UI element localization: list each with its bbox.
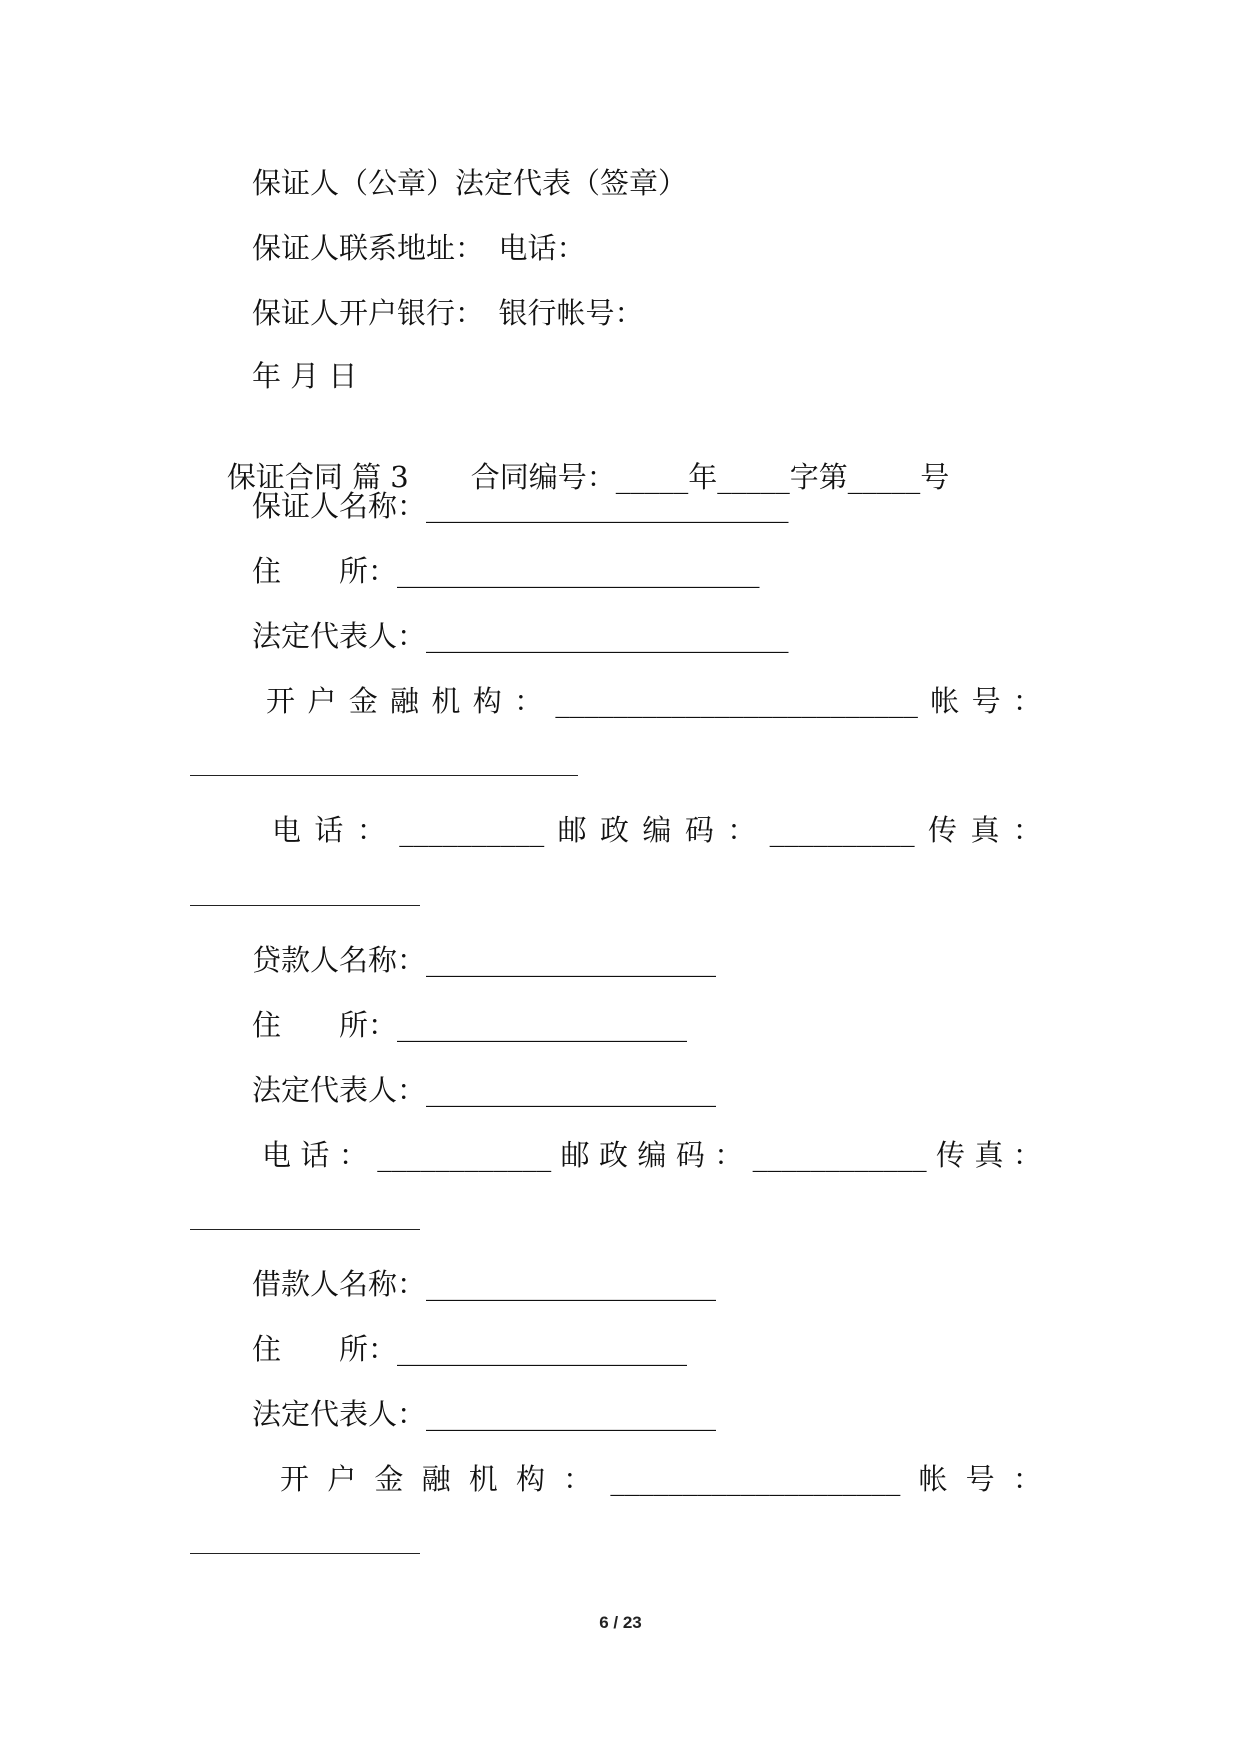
field-token: 编	[637, 1138, 667, 1172]
guarantor-bank-line: 保证人开户银行： 银行帐号：	[252, 296, 644, 330]
field-token: ：	[356, 813, 386, 847]
field-token: 码	[675, 1138, 705, 1172]
field-token: 融	[390, 684, 420, 718]
field-token: 号	[965, 1462, 995, 1496]
field-token: 编	[642, 813, 672, 847]
borrower-bank-account-line	[280, 1461, 1042, 1497]
borrower-domicile-line: 住 所：____________________	[252, 1332, 688, 1366]
field-token: 码	[684, 813, 714, 847]
borrower-legal-rep-line: 法定代表人：____________________	[252, 1397, 717, 1431]
borrower-account-underline	[190, 1553, 420, 1554]
field-token: ____________	[377, 1138, 552, 1172]
field-token: 帐	[918, 1462, 948, 1496]
field-token: 户	[307, 684, 337, 718]
field-token: 金	[348, 684, 378, 718]
borrower-name-line: 借款人名称：____________________	[252, 1267, 717, 1301]
field-token: ____________	[752, 1138, 927, 1172]
field-token: 政	[600, 813, 630, 847]
field-token: ：	[563, 1462, 593, 1496]
field-token: __________	[399, 813, 545, 847]
field-token: _________________________	[555, 684, 918, 718]
field-token: 话	[314, 813, 344, 847]
field-token: 构	[515, 1462, 545, 1496]
field-token: 号	[971, 684, 1001, 718]
field-token: 电	[272, 813, 302, 847]
field-token: 政	[599, 1138, 629, 1172]
field-token: 邮	[557, 813, 587, 847]
guarantor-seal-line: 保证人（公章）法定代表（签章）	[252, 166, 688, 200]
guarantor-contact-line	[272, 812, 1042, 848]
field-token: 传	[936, 1138, 966, 1172]
field-token: 金	[374, 1462, 404, 1496]
date-line: 年 月 日	[252, 359, 358, 393]
field-token: 帐	[930, 684, 960, 718]
field-token: 话	[300, 1138, 330, 1172]
field-token: ____________________	[610, 1462, 901, 1496]
field-token: 机	[468, 1462, 498, 1496]
lender-name-line: 贷款人名称：____________________	[252, 943, 717, 977]
field-token: ：	[1012, 813, 1042, 847]
contract-number: 合同编号：_____年_____字第_____号	[470, 460, 950, 494]
field-token: ：	[1012, 1462, 1042, 1496]
field-token: 开	[280, 1462, 310, 1496]
field-token: ：	[714, 1138, 744, 1172]
lender-fax-underline	[190, 1229, 420, 1230]
guarantor-legal-rep-line: 法定代表人：_________________________	[252, 619, 789, 653]
field-token: ：	[338, 1138, 368, 1172]
page-number: 6 / 23	[599, 1613, 642, 1632]
field-token: 邮	[560, 1138, 590, 1172]
guarantor-address-line: 保证人联系地址： 电话：	[252, 231, 586, 265]
field-token: 电	[262, 1138, 292, 1172]
field-token: ：	[1012, 1138, 1042, 1172]
field-token: 真	[970, 813, 1000, 847]
field-token: 开	[266, 684, 296, 718]
lender-contact-line	[262, 1137, 1042, 1173]
contract-title: 保证合同 篇 3	[226, 460, 409, 494]
guarantor-domicile-line: 住 所：_________________________	[252, 554, 760, 588]
guarantor-fax-underline	[190, 905, 420, 906]
lender-domicile-line: 住 所：____________________	[252, 1008, 688, 1042]
field-token: ：	[1012, 684, 1042, 718]
field-token: 构	[472, 684, 502, 718]
field-token: ：	[727, 813, 757, 847]
guarantor-bank-account-line	[266, 683, 1042, 719]
field-token: 融	[421, 1462, 451, 1496]
field-token: __________	[769, 813, 915, 847]
field-token: 机	[431, 684, 461, 718]
field-token: 传	[928, 813, 958, 847]
guarantor-name-line: 保证人名称：_________________________	[252, 489, 789, 523]
field-token: 真	[974, 1138, 1004, 1172]
guarantor-account-underline	[190, 775, 578, 776]
field-token: ：	[514, 684, 544, 718]
lender-legal-rep-line: 法定代表人：____________________	[252, 1073, 717, 1107]
field-token: 户	[327, 1462, 357, 1496]
